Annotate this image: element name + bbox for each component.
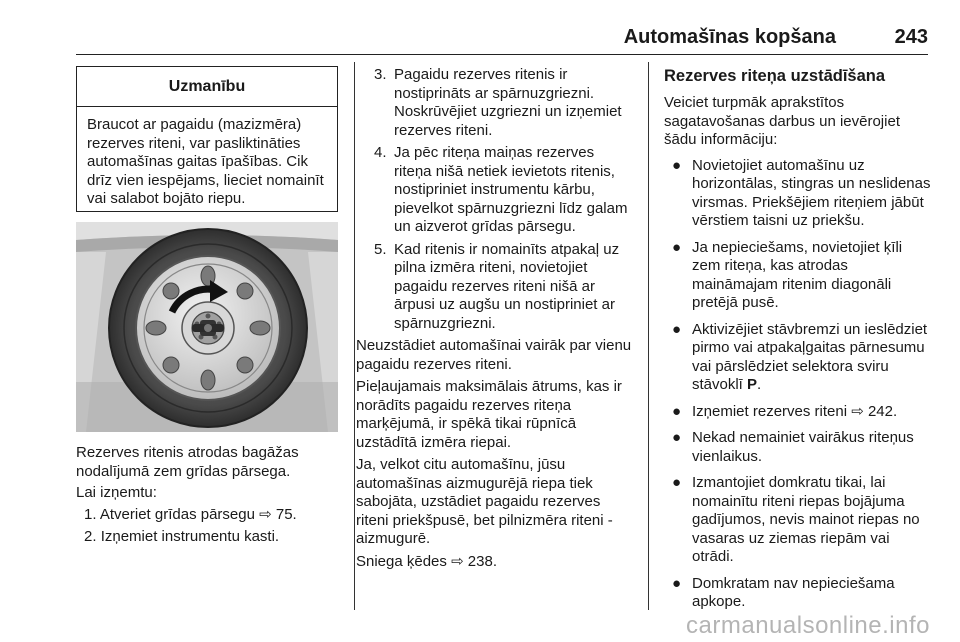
paragraph: Ja, velkot citu automašīnu, jūsu automašīnas aizmugurējā riepa tiek sabojāta, uzstādiet pagaidu rezerves riteni priekšpusē, bet pilnizmēra riteni - aizmugurē.	[356, 456, 613, 547]
watermark: carmanualsonline.info	[686, 612, 930, 639]
section-heading: Rezerves riteņa uzstādīšana	[664, 67, 886, 85]
removal-intro: Lai izņemtu:	[76, 484, 157, 501]
bullet-icon: ●	[672, 402, 682, 420]
list-item: ● Novietojiet automašīnu uz horizontālas, stingras un neslidenas virsmas. Priekšējiem riteņiem jābūt vērstiem taisni uz priekšu.	[672, 156, 931, 229]
list-item: ● Domkratam nav nepieciešama apkope.	[672, 574, 895, 610]
snow-chains-reference: Sniega ķēdes ⇨ 238.	[356, 552, 497, 570]
list-item: ● Izmantojiet domkratu tikai, lai nomainītu riteni riepas bojājuma gadījumos, nevis mainot riepas no vasaras uz ziemas riepām vai otrādi.	[672, 474, 920, 565]
left-column-text	[76, 444, 338, 551]
section-intro: Veiciet turpmāk aprakstītos sagatavošanas darbus un ievērojiet šādu informāciju:	[664, 94, 900, 148]
list-item: 4. Ja pēc riteņa maiņas rezerves riteņa nišā netiek ievietots ritenis, nostipriniet instrumentu kārbu, pievelkot spārnuzgriezni līdz galam un aizverot grīdas pārsegu.	[374, 144, 628, 235]
paragraph: Neuzstādiet automašīnai vairāk par vienu pagaidu rezerves riteni.	[356, 337, 632, 373]
removal-steps-continued	[356, 66, 634, 333]
warning-box	[76, 66, 338, 212]
list-item: ● Aktivizējiet stāvbremzi un ieslēdziet pirmo vai atpakaļgaitas pārnesumu vai pārslēdziet selektora sviru stāvoklī P.	[672, 320, 928, 393]
spare-wheel-illustration	[76, 222, 338, 432]
bullet-icon: ●	[672, 238, 682, 256]
middle-column	[356, 66, 634, 575]
removal-steps-list	[76, 506, 338, 547]
list-item: ● Nekad nemainiet vairākus riteņus vienlaikus.	[672, 429, 914, 465]
page-header	[76, 26, 928, 52]
paragraph: Pieļaujamais maksimālais ātrums, kas ir norādīts pagaidu rezerves riteņa marķējumā, ir spēkā tikai rūpnīcā uzstādītā izmēra riepai.	[356, 378, 622, 451]
bullet-icon: ●	[672, 156, 682, 174]
preparation-list	[664, 157, 934, 612]
list-item: 2. Izņemiet instrumentu kasti.	[84, 528, 280, 545]
illustration-caption: Rezerves ritenis atrodas bagāžas nodalījumā zem grīdas pārsega.	[76, 444, 299, 480]
gear-position-label: P	[747, 376, 758, 393]
warning-text: Braucot ar pagaidu (mazizmēra) rezerves riteni, var pasliktināties automašīnas gaitas īpašības. Cik drīz vien iespējams, lieciet nomainīt vai salabot bojāto riepu.	[87, 116, 324, 207]
right-column	[664, 66, 934, 620]
list-item: 1. Atveriet grīdas pārsegu ⇨ 75.	[84, 505, 297, 523]
column-divider-left	[354, 62, 355, 610]
spare-wheel-drawing	[76, 222, 338, 432]
bullet-icon: ●	[672, 574, 682, 592]
header-rule	[76, 54, 928, 55]
bullet-icon: ●	[672, 429, 682, 446]
list-item: 5. Kad ritenis ir nomainīts atpakaļ uz pilna izmēra riteni, novietojiet pagaidu rezerves riteni nišā ar ārpusi uz augšu un nostipriniet ar spārnuzgriezni.	[374, 240, 620, 332]
list-item: 3. Pagaidu rezerves ritenis ir nostiprināts ar spārnuzgriezni. Noskrūvējiet uzgriezni un izņemiet rezerves riteni.	[374, 66, 622, 139]
bullet-icon: ●	[672, 474, 682, 491]
list-item: ● Ja nepieciešams, novietojiet ķīli zem riteņa, kas atrodas maināmajam ritenim diagonāli pretējā pusē.	[672, 238, 903, 311]
page-number: 243	[894, 26, 928, 48]
bullet-icon: ●	[672, 320, 682, 338]
page-title: Automašīnas kopšana	[623, 26, 836, 48]
warning-heading: Uzmanību	[77, 67, 337, 107]
list-item: ● Izņemiet rezerves riteni ⇨ 242.	[672, 402, 898, 420]
column-divider-right	[648, 62, 649, 610]
